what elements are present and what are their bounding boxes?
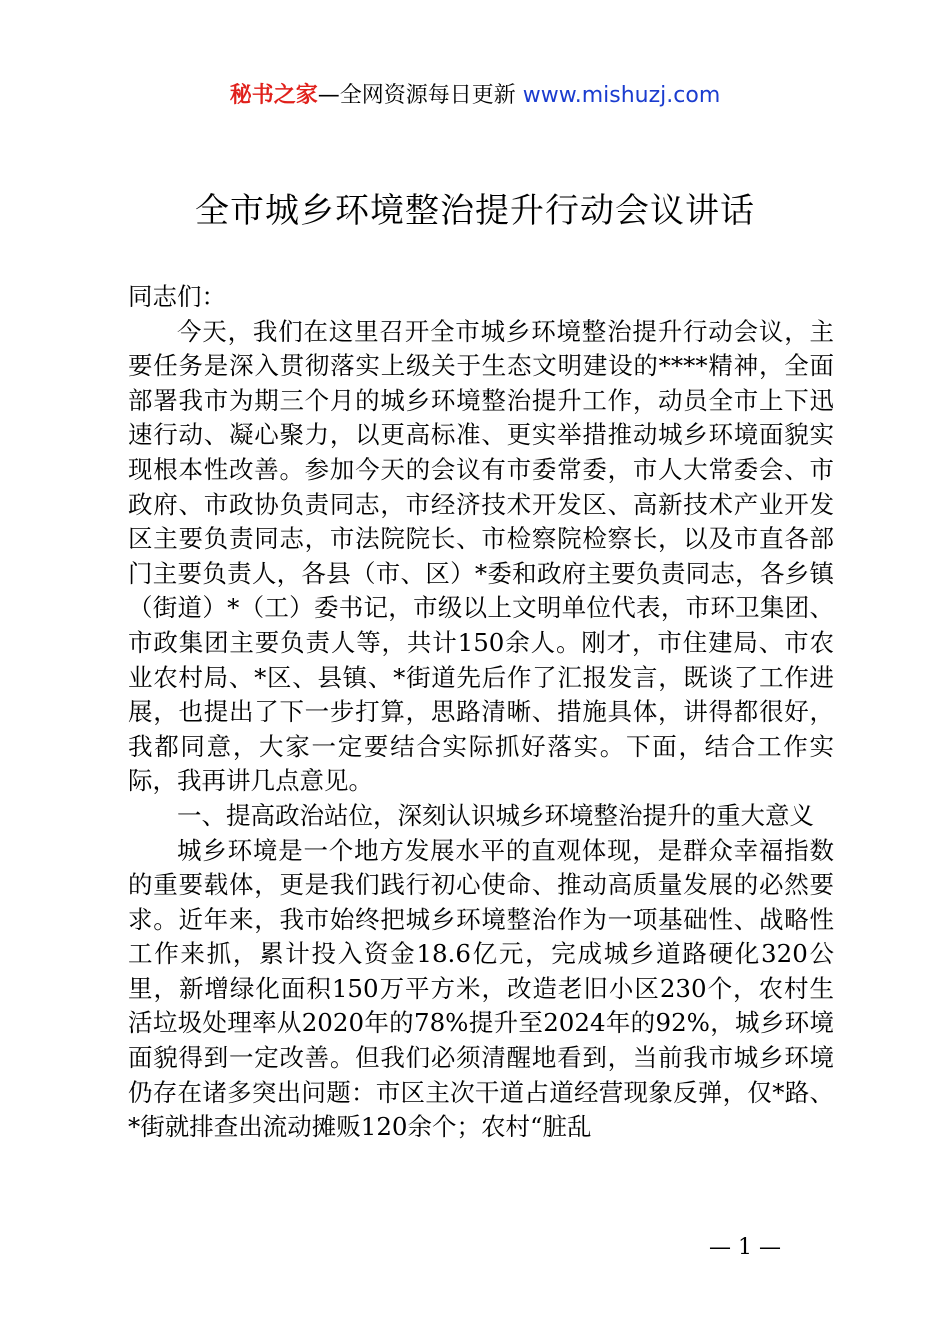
intro-paragraph: 今天，我们在这里召开全市城乡环境整治提升行动会议，主要任务是深入贯彻落实上级关于生态文明建设的****精神，全面部署我市为期三个月的城乡环境整治提升工作，动员全市上下迅速行动、凝心聚力，以更高标准、更实举措推动城乡环境面貌实现根本性改善。参加今天的会议有市委常委，市人大常委会、市政府、市政协负责同志，市经济技术开发区、高新技术产业开发区主要负责同志，市法院院长、市检察院检察长，以及市直各部门主要负责人，各县（市、区）*委和政府主要负责同志，各乡镇（街道）*（工）委书记，市级以上文明单位代表，市环卫集团、市政集团主要负责人等，共计150余人。刚才，市住建局、市农业农村局、*区、县镇、*街道先后作了汇报发言，既谈了工作进展，也提出了下一步打算，思路清晰、措施具体，讲得都很好，我都同意，大家一定要结合实际抓好落实。下面，结合工作实际，我再讲几点意见。 bbox=[128, 316, 834, 796]
section-heading: 一、提高政治站位，深刻认识城乡环境整治提升的重大意义 bbox=[177, 800, 814, 830]
site-banner bbox=[0, 80, 950, 112]
banner-tagline: —全网资源每日更新 bbox=[317, 83, 516, 108]
document-body bbox=[128, 280, 834, 1145]
salutation: 同志们： bbox=[128, 282, 226, 311]
banner-url-link[interactable]: www.mishuzj.com bbox=[522, 83, 721, 108]
page-number: — 1 — bbox=[709, 1235, 781, 1260]
banner-brand: 秘书之家 bbox=[229, 83, 318, 108]
document-title: 全市城乡环境整治提升行动会议讲话 bbox=[195, 191, 755, 231]
section-paragraph: 城乡环境是一个地方发展水平的直观体现，是群众幸福指数的重要载体，更是我们践行初心使命、推动高质量发展的必然要求。近年来，我市始终把城乡环境整治作为一项基础性、战略性工作来抓，累计投入资金18.6亿元，完成城乡道路硬化320公里，新增绿化面积150万平方米，改造老旧小区230个，农村生活垃圾处理率从2020年的78%提升至2024年的92%，城乡环境面貌得到一定改善。但我们必须清醒地看到，当前我市城乡环境仍存在诸多突出问题：市区主次干道占道经营现象反弹，仅*路、*街就排查出流动摊贩120余个；农村“脏乱 bbox=[128, 835, 834, 1142]
